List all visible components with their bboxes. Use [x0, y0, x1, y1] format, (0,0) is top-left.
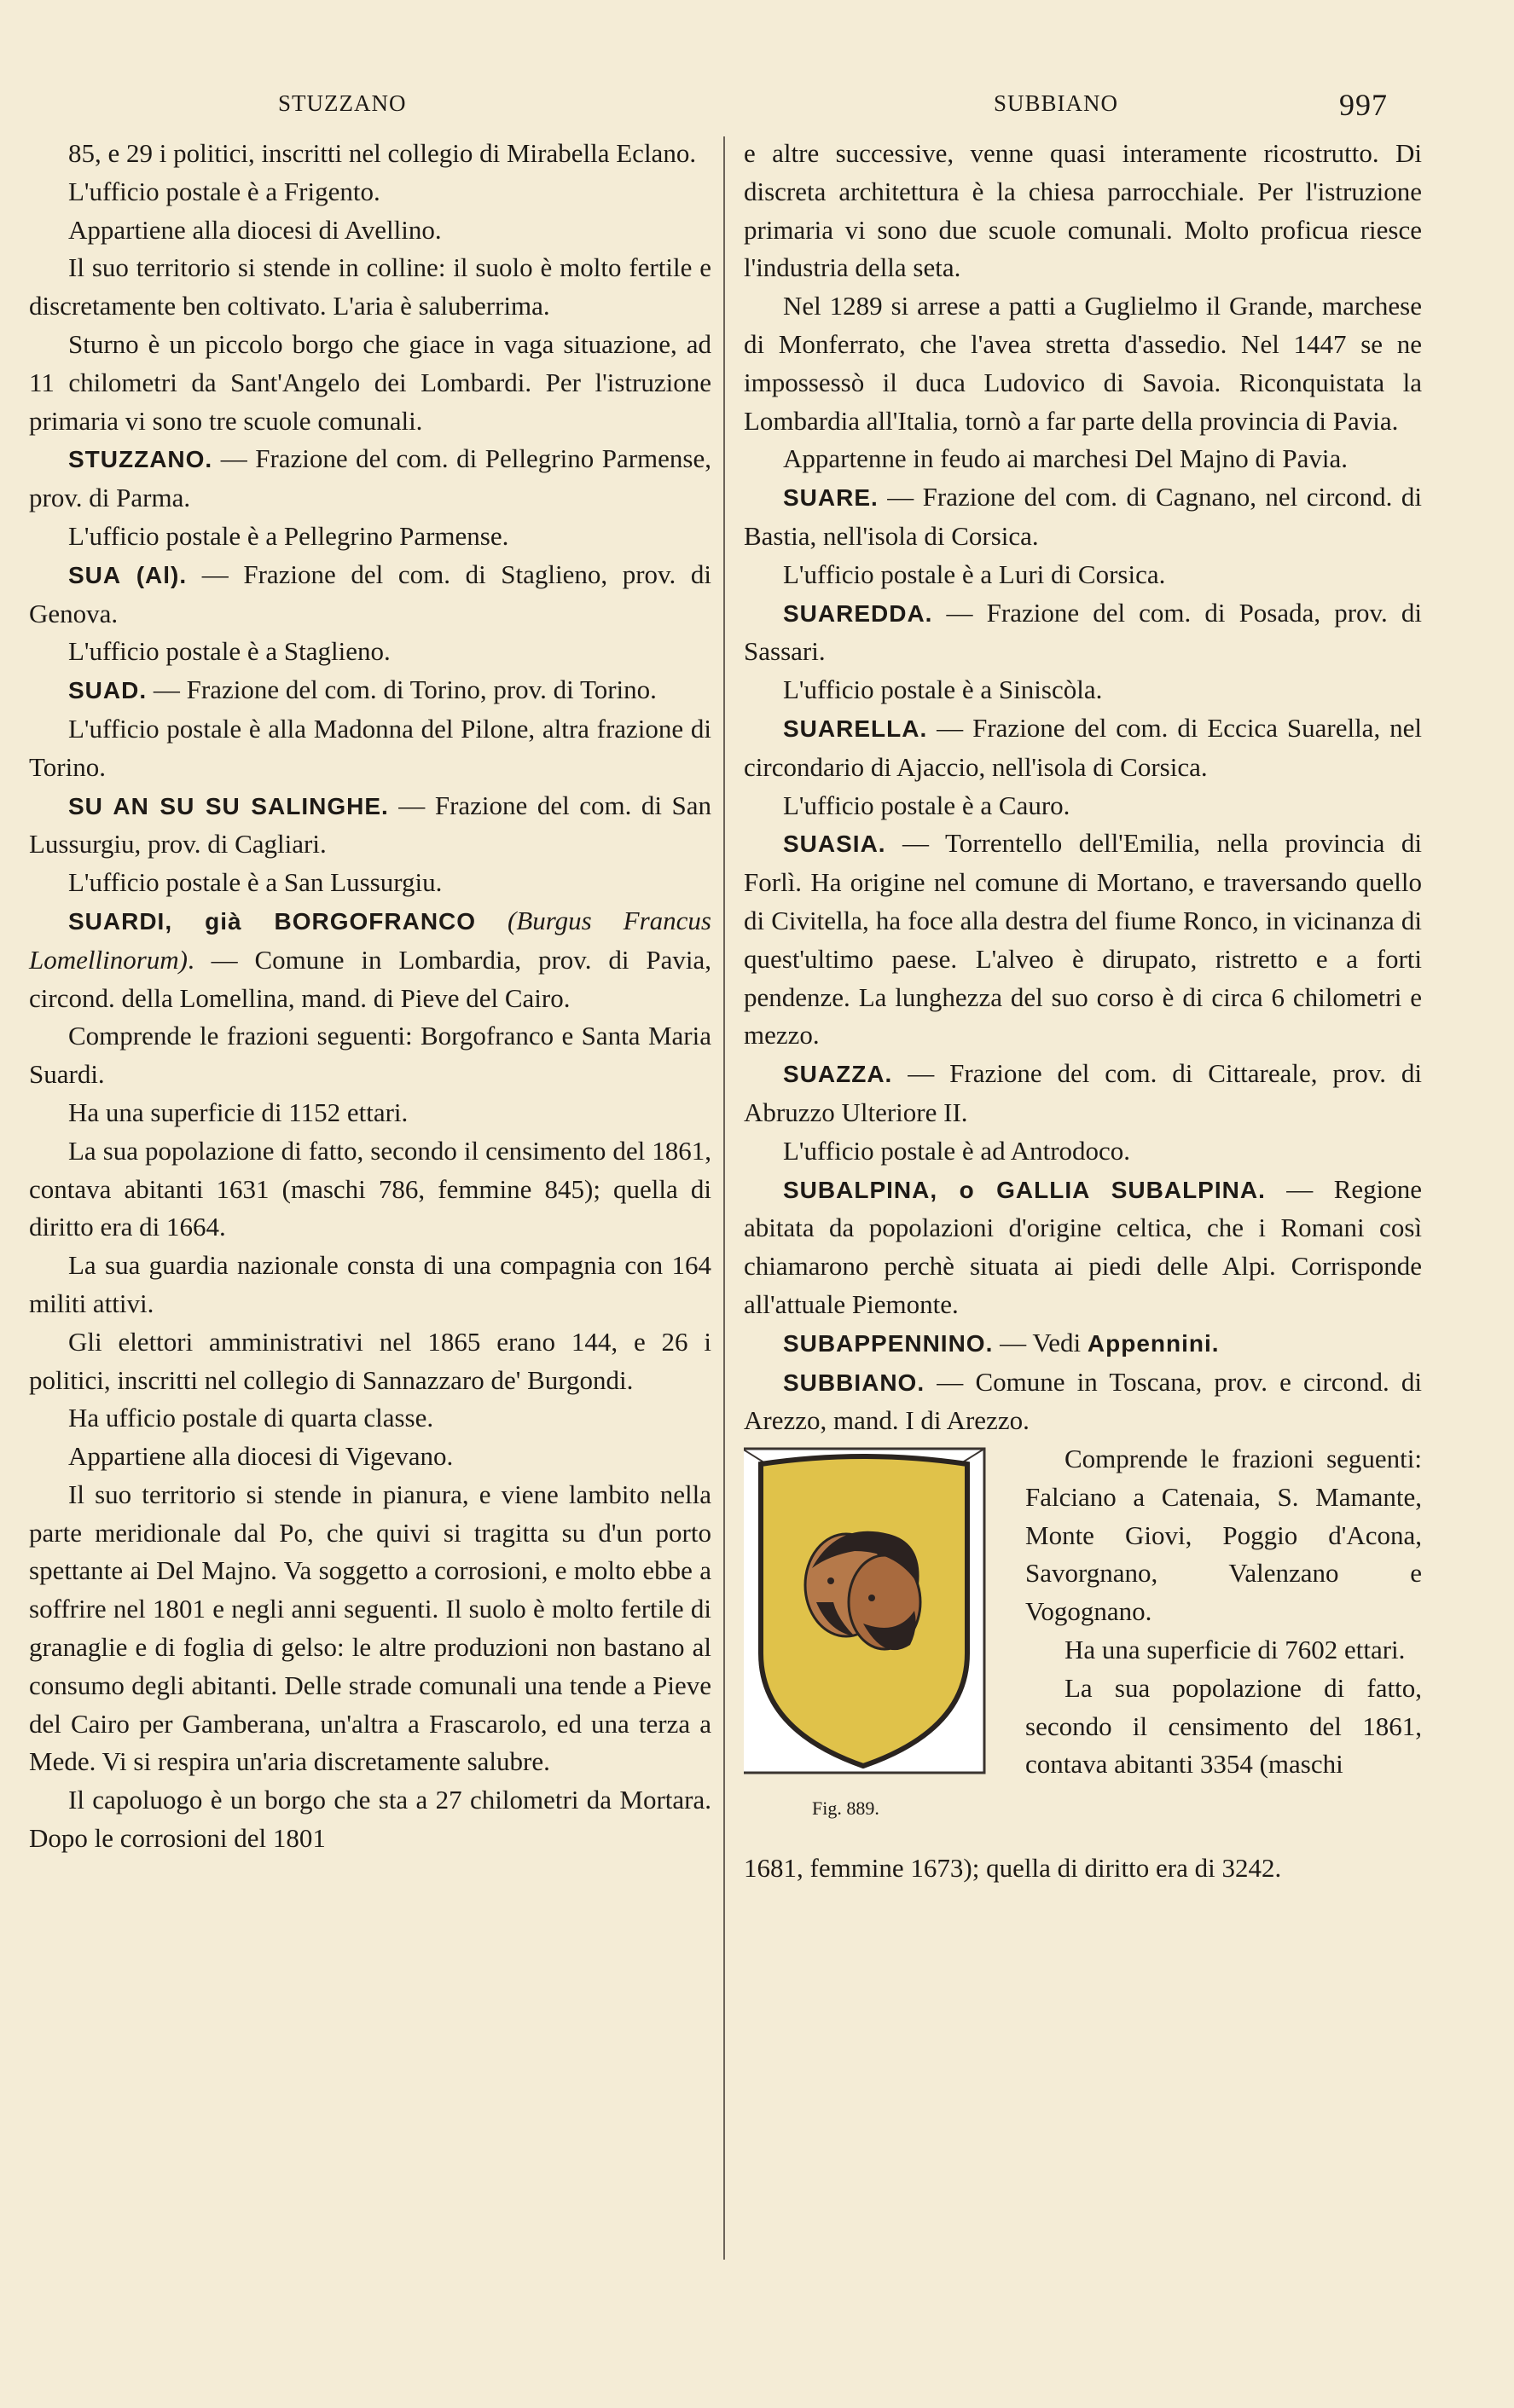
- right-column-text: [744, 135, 1422, 1440]
- paragraph: Nel 1289 si arrese a patti a Guglielmo il Grande, marchese di Monferrato, che l'avea stretta d'assedio. Nel 1447 se ne impossessò il duca Ludovico di Savoia. Riconquistata la Lombardia all'Italia, tornò a far parte della provincia di Pavia.: [744, 291, 1422, 436]
- paragraph: La sua popolazione di fatto, secondo il censimento del 1861, contava abitanti 1631 (maschi 786, femmine 845); quella di diritto era di 1664.: [29, 1135, 711, 1242]
- entry-text: — Frazione del com. di Staglieno, prov. di Genova.: [29, 559, 711, 628]
- entry-text: — Frazione del com. di San Lussurgiu, prov. di Cagliari.: [29, 790, 712, 860]
- paragraph: Comprende le frazioni seguenti: Falciano a Catenaia, S. Mamante, Monte Giovi, Poggio d'Acona, Savorgnano, Valenzano e Vogognano.: [1025, 1444, 1422, 1627]
- paragraph: Il capoluogo è un borgo che sta a 27 chilometri da Mortara. Dopo le corrosioni del 1801: [29, 1785, 711, 1854]
- paragraph: Appartenne in feudo ai marchesi Del Majno di Pavia.: [783, 443, 1348, 474]
- figure-caption: Fig. 889.: [812, 1797, 879, 1820]
- entry-paragraph: [29, 902, 711, 1017]
- paragraph: Gli elettori amministrativi nel 1865 erano 144, e 26 i politici, inscritti nel collegio di Sannazzaro de' Burgondi.: [29, 1326, 711, 1395]
- entry-paragraph: [29, 440, 711, 518]
- running-header-right: SUBBIANO: [994, 90, 1119, 116]
- right-column: [744, 135, 1422, 1888]
- entry-headword: SUBAPPENNINO.: [783, 1329, 994, 1357]
- paragraph: L'ufficio postale è a Pellegrino Parmense.: [68, 520, 509, 551]
- entry-headword: SUBALPINA, o GALLIA SUBALPINA.: [783, 1176, 1266, 1203]
- latin-name: (Burgus Francus Lomellinorum): [29, 905, 711, 975]
- entry-paragraph: [744, 1363, 1422, 1441]
- paragraph: L'ufficio postale è alla Madonna del Pilone, altra frazione di Torino.: [29, 713, 711, 782]
- entry-headword: SU AN SU SU SALINGHE.: [68, 792, 389, 819]
- paragraph: L'ufficio postale è a San Lussurgiu.: [68, 867, 443, 898]
- entry-paragraph: [29, 787, 711, 865]
- paragraph: L'ufficio postale è a Siniscòla.: [783, 674, 1103, 705]
- figure-side-text: [1025, 1440, 1422, 1784]
- running-header-left: STUZZANO: [278, 90, 407, 116]
- entry-text: — Frazione del com. di Pellegrino Parmense, prov. di Parma.: [29, 443, 711, 513]
- entry-text: . — Comune in Lombardia, prov. di Pavia, circond. della Lomellina, mand. di Pieve del Cairo.: [29, 944, 711, 1013]
- entry-text: — Comune in Toscana, prov. e circond. di Arezzo, mand. I di Arezzo.: [744, 1366, 1422, 1436]
- entry-paragraph: [744, 594, 1422, 672]
- entry-text: — Frazione del com. di Cagnano, nel circond. di Bastia, nell'isola di Corsica.: [744, 482, 1422, 551]
- cross-reference: Appennini.: [1087, 1329, 1220, 1357]
- entry-headword: SUASIA.: [783, 831, 886, 858]
- column-divider: [723, 136, 725, 2260]
- entry-text: — Frazione del com. di Eccica Suarella, nel circondario di Ajaccio, nell'isola di Corsica.: [744, 712, 1422, 782]
- entry-paragraph: [744, 709, 1422, 787]
- paragraph: Appartiene alla diocesi di Vigevano.: [68, 1441, 454, 1472]
- entry-text: — Frazione del com. di Cittareale, prov. di Abruzzo Ulteriore II.: [744, 1058, 1422, 1127]
- paragraph: 85, e 29 i politici, inscritti nel collegio di Mirabella Eclano.: [68, 138, 697, 168]
- paragraph-after-figure: 1681, femmine 1673); quella di diritto era di 3242.: [744, 1853, 1282, 1884]
- paragraph: Ha ufficio postale di quarta classe.: [68, 1403, 434, 1433]
- entry-headword: SUAREDDA.: [783, 599, 933, 627]
- left-column: [29, 135, 711, 1858]
- coat-of-arms-two-heads-icon: [744, 1440, 991, 1781]
- page-number: 997: [1339, 88, 1388, 122]
- entry-headword: SUARDI, già BORGOFRANCO: [68, 907, 477, 935]
- figure-block: [744, 1440, 1422, 1849]
- paragraph: L'ufficio postale è a Cauro.: [783, 790, 1070, 820]
- paragraph: Sturno è un piccolo borgo che giace in vaga situazione, ad 11 chilometri da Sant'Angelo dei Lombardi. Per l'istruzione primaria vi sono tre scuole comunali.: [29, 328, 711, 436]
- entry-headword: SUA (Al).: [68, 561, 188, 588]
- entry-text: e altre successive, venne quasi interamente ricostrutto. Di discreta architettura è la chiesa parrocchiale. Per l'istruzione primaria vi sono due scuole comunali. Molto proficua riesce l'industria della seta.: [744, 138, 1422, 283]
- entry-paragraph: [744, 825, 1422, 1055]
- paragraph: L'ufficio postale è ad Antrodoco.: [783, 1135, 1131, 1166]
- entry-headword: SUARE.: [783, 484, 879, 512]
- entry-paragraph: [744, 478, 1422, 556]
- paragraph: Ha una superficie di 1152 ettari.: [68, 1097, 409, 1127]
- entry-headword: STUZZANO.: [68, 446, 213, 473]
- entry-text: — Frazione del com. di Posada, prov. di Sassari.: [744, 597, 1422, 667]
- entry-headword: SUARELLA.: [783, 715, 928, 742]
- entry-headword: SUAD.: [68, 677, 148, 704]
- entry-text: — Regione abitata da popolazioni d'origine celtica, che i Romani così chiamarono perchè situata ai piedi delle Alpi. Corrisponde all'attuale Piemonte.: [744, 1173, 1423, 1319]
- entry-headword: SUBBIANO.: [783, 1369, 925, 1396]
- entry-text: — Torrentello dell'Emilia, nella provincia di Forlì. Ha origine nel comune di Mortano, e traversando quello di Civitella, ha foce alla destra del fiume Ronco, in vicinanza di quest'ultimo paese. L'alveo è dirupato, ristretto e a forti pendenze. La lunghezza del suo corso è di circa 6 chilometri e mezzo.: [744, 828, 1422, 1051]
- paragraph: La sua popolazione di fatto, secondo il censimento del 1861, contava abitanti 3354 (maschi: [1025, 1672, 1422, 1780]
- entry-paragraph: [744, 1055, 1422, 1132]
- paragraph: Comprende le frazioni seguenti: Borgofranco e Santa Maria Suardi.: [29, 1021, 711, 1090]
- paragraph: Il suo territorio si stende in colline: il suolo è molto fertile e discretamente ben coltivato. L'aria è saluberrima.: [29, 252, 711, 321]
- paragraph: L'ufficio postale è a Frigento.: [68, 176, 380, 206]
- paragraph: L'ufficio postale è a Luri di Corsica.: [783, 559, 1166, 589]
- entry-paragraph: [744, 1324, 1422, 1363]
- entry-text: — Frazione del com. di Torino, prov. di Torino.: [147, 674, 657, 705]
- entry-paragraph: [744, 1171, 1422, 1324]
- entry-paragraph: [29, 671, 711, 710]
- paragraph: L'ufficio postale è a Staglieno.: [68, 636, 391, 667]
- entry-text: — Vedi: [993, 1327, 1088, 1357]
- figure-889: [744, 1440, 998, 1849]
- paragraph: Il suo territorio si stende in pianura, e viene lambito nella parte meridionale dal Po, che quivi si tragitta su d'un porto spettante ai Del Majno. Va soggetto a corrosioni, e molto ebbe a soffrire nel 1801 e negli anni seguenti. Il suolo è molto fertile di granaglie e di foglia di gelso: le altre produzioni non bastano al consumo degli abitanti. Delle strade comunali una tende a Pieve del Cairo per Gamberana, un'altra a Frascarolo, ed una terza a Mede. Vi si respira un'aria discretamente salubre.: [29, 1479, 711, 1777]
- paragraph: Appartiene alla diocesi di Avellino.: [68, 214, 442, 245]
- paragraph: La sua guardia nazionale consta di una compagnia con 164 militi attivi.: [29, 1250, 711, 1318]
- paragraph: [744, 135, 1422, 287]
- entry-paragraph: [29, 556, 711, 634]
- paragraph: Ha una superficie di 7602 ettari.: [1064, 1635, 1406, 1665]
- entry-headword: SUAZZA.: [783, 1061, 893, 1088]
